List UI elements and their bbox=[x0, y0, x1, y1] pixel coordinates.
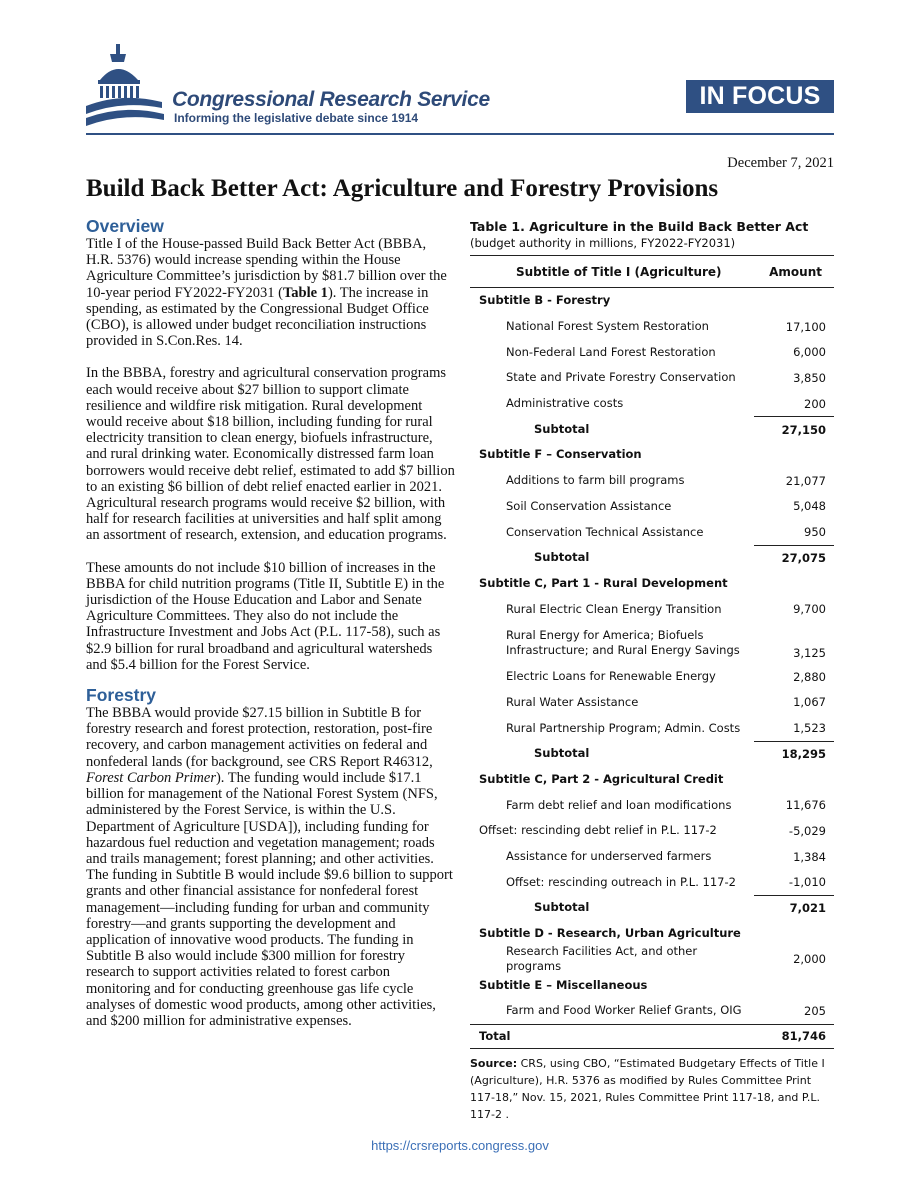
table-row bbox=[470, 844, 834, 870]
capitol-dome-logo bbox=[86, 40, 166, 128]
column-header-subtitle: Subtitle of Title I (Agriculture) bbox=[516, 264, 722, 279]
table-row bbox=[470, 622, 834, 664]
row-value: 27,150 bbox=[754, 416, 834, 442]
row-label: Administrative costs bbox=[506, 396, 624, 411]
row-label: State and Private Forestry Conservation bbox=[506, 370, 736, 385]
row-label: Rural Water Assistance bbox=[506, 694, 639, 709]
row-value: 205 bbox=[804, 1003, 826, 1018]
report-title-reference: Forest Carbon Primer bbox=[86, 769, 216, 786]
row-label: Electric Loans for Renewable Energy bbox=[506, 669, 716, 684]
overview-paragraph-3: These amounts do not include $10 billion of increases in the BBBA for child nutrition programs (Title II, Subtitle E) in the jurisdiction of the House Education and Labor and Senate Agriculture Committees. They also do not include the Infrastructure Investment and Jobs Act (P.L. 117-58), such as $2.9 billion for rural broadband and agricultural watersheds and $5.4 billion for the Forest Service. bbox=[86, 559, 445, 673]
row-label: Subtotal bbox=[534, 900, 590, 915]
table-row bbox=[470, 596, 834, 622]
row-label: Subtotal bbox=[534, 421, 590, 436]
table-row bbox=[470, 314, 834, 340]
body-left-column bbox=[86, 216, 456, 1029]
header-divider bbox=[86, 133, 834, 135]
table-row-offset bbox=[470, 818, 834, 844]
table-row bbox=[470, 690, 834, 716]
row-label: Subtotal bbox=[534, 746, 590, 761]
row-label: Rural Partnership Program; Admin. Costs bbox=[506, 720, 741, 735]
in-focus-badge: IN FOCUS bbox=[686, 80, 834, 113]
overview-heading: Overview bbox=[86, 216, 164, 236]
table-row-subtotal bbox=[470, 545, 834, 571]
table-row bbox=[470, 365, 834, 391]
table-row-section bbox=[470, 972, 834, 998]
row-label: Subtitle E – Miscellaneous bbox=[479, 977, 648, 992]
row-value: 27,075 bbox=[754, 545, 834, 571]
row-value: 1,067 bbox=[793, 695, 826, 710]
row-label: Conservation Technical Assistance bbox=[506, 524, 704, 539]
table-row bbox=[470, 944, 834, 974]
row-value: 7,021 bbox=[754, 895, 834, 921]
row-value: 9,700 bbox=[793, 602, 826, 617]
row-value: 950 bbox=[804, 525, 826, 540]
total-label: Total bbox=[479, 1028, 511, 1043]
table-row-section bbox=[470, 288, 834, 314]
row-label: Subtitle C, Part 2 - Agricultural Credit bbox=[479, 772, 724, 787]
table-row bbox=[470, 869, 834, 895]
forestry-p1-text-a: The BBBA would provide $27.15 billion in Subtitle B for forestry research and forest protection, restoration, post-fire recovery, and carbon management activities on federal and nonfederal lands (for background, see CRS Report R46312, bbox=[86, 705, 433, 770]
row-label: Subtitle F – Conservation bbox=[479, 447, 642, 462]
table-row-subtotal bbox=[470, 741, 834, 767]
row-label: Non-Federal Land Forest Restoration bbox=[506, 344, 716, 359]
overview-paragraph-2: In the BBBA, forestry and agricultural conservation programs each would receive about $27 billion to support climate resilience and wildfire risk mitigation. Rural development would receive about $18 billion, including funding for rural electricity transition to clean energy, biofuels infrastructure, and rural drinking water. Economically distressed farm loan borrowers would receive debt relief, estimated to add $7 billion to an existing $6 billion of debt relief enacted earlier in 2021. Agricultural research programs would receive $2 billion, with half for research facilities at universities and half split among an assortment of research, extension, and education programs. bbox=[86, 365, 455, 544]
row-value: 200 bbox=[804, 396, 826, 411]
row-label: Rural Electric Clean Energy Transition bbox=[506, 601, 722, 616]
row-label: Assistance for underserved farmers bbox=[506, 849, 712, 864]
table-row-total bbox=[470, 1024, 834, 1050]
table-row bbox=[470, 468, 834, 494]
row-value: 11,676 bbox=[785, 798, 826, 813]
overview-paragraph-1 bbox=[86, 236, 456, 349]
table-1-reference: Table 1 bbox=[282, 284, 328, 301]
row-value: 5,048 bbox=[793, 499, 826, 514]
footer-url-link[interactable]: https://crsreports.congress.gov bbox=[371, 1138, 549, 1153]
row-label bbox=[470, 628, 740, 658]
row-value: 1,384 bbox=[793, 849, 826, 864]
table-subtitle: (budget authority in millions, FY2022-FY2031) bbox=[470, 236, 736, 250]
table-row bbox=[470, 494, 834, 520]
table-row bbox=[470, 792, 834, 818]
document-title: Build Back Better Act: Agriculture and Forestry Provisions bbox=[86, 175, 719, 202]
table-row-section bbox=[470, 442, 834, 468]
row-value: 3,850 bbox=[793, 370, 826, 385]
row-label: Subtitle C, Part 1 - Rural Development bbox=[479, 575, 728, 590]
row-value: 3,125 bbox=[793, 645, 826, 660]
overview-p1-text-a: Title I of the House-passed Build Back Better Act (BBBA, H.R. 5376) would increase spending within the House Agriculture Committee’s jurisdiction by $81.7 billion over the 10-year period FY2022-FY2031 ( bbox=[86, 236, 447, 301]
table-row-section bbox=[470, 921, 834, 947]
table-title: Table 1. Agriculture in the Build Back Better Act bbox=[470, 219, 809, 234]
row-label: Subtitle B - Forestry bbox=[479, 293, 611, 308]
row-value: 1,523 bbox=[793, 721, 826, 736]
table-1-panel bbox=[470, 218, 834, 1123]
document-date: December 7, 2021 bbox=[727, 155, 834, 171]
row-label: Subtitle D - Research, Urban Agriculture bbox=[479, 926, 741, 941]
row-value: 21,077 bbox=[785, 473, 826, 488]
table-row bbox=[470, 998, 834, 1024]
table-source-note bbox=[470, 1055, 834, 1123]
forestry-paragraph-1 bbox=[86, 705, 456, 1029]
row-value: -5,029 bbox=[788, 823, 826, 838]
table-row bbox=[470, 339, 834, 365]
table-row bbox=[470, 715, 834, 741]
forestry-p1-text-b: ). The funding would include $17.1 billion for management of the National Forest System (NFS, administered by the Forest Service, is within the U.S. Department of Agriculture [USDA]), including funding for hazardous fuel reduction and vegetation management; roads and trails management; forest planning; and other activities. The funding in Subtitle B would include $9.6 billion to support grants and other financial assistance for nonfederal forest management—including funding for urban and community forestry—and grants supporting the development and application of innovative wood products. The funding in Subtitle B also would include $300 million for forestry research to support activities related to forest carbon monitoring and for conducting greenhouse gas life cycle analyses of domestic wood products, among other activities, and $200 million for administrative expenses. bbox=[86, 769, 453, 1029]
overview-p1-text-b: ). The increase in spending, as estimated by the Congressional Budget Office (CBO), is allowed under budget reconciliation instructions provided in S.Con.Res. 14. bbox=[86, 284, 429, 350]
row-value: 2,880 bbox=[793, 669, 826, 684]
row-value: 2,000 bbox=[793, 952, 826, 967]
row-value: 17,100 bbox=[785, 319, 826, 334]
table-row-section bbox=[470, 767, 834, 793]
row-label: Research Facilities Act, and other programs bbox=[506, 944, 698, 974]
row-value: -1,010 bbox=[788, 875, 826, 890]
forestry-heading: Forestry bbox=[86, 685, 157, 706]
table-row bbox=[470, 519, 834, 545]
source-text: CRS, using CBO, “Estimated Budgetary Effects of Title I (Agriculture), H.R. 5376 as modified by Rules Committee Print 117-18,” Nov. 15, 2021, Rules Committee Print 117-18, and P.L. 117-2 . bbox=[470, 1057, 825, 1122]
row-label: Subtotal bbox=[534, 550, 590, 565]
brand-name: Congressional Research Service bbox=[172, 88, 490, 111]
table-row bbox=[470, 391, 834, 417]
table-row-subtotal bbox=[470, 416, 834, 442]
row-label-line-2: Infrastructure; and Rural Energy Savings bbox=[506, 642, 740, 657]
source-label: Source: bbox=[470, 1057, 518, 1071]
brand-tagline: Informing the legislative debate since 1914 bbox=[174, 111, 419, 125]
column-header-amount: Amount bbox=[769, 264, 822, 279]
row-label: Farm debt relief and loan modifications bbox=[506, 797, 732, 812]
table-row bbox=[470, 664, 834, 690]
row-label-line-1: Rural Energy for America; Biofuels bbox=[506, 627, 704, 642]
table-header-row bbox=[470, 256, 834, 288]
row-label: Additions to farm bill programs bbox=[506, 473, 685, 488]
table-row-subtotal bbox=[470, 895, 834, 921]
row-label: Farm and Food Worker Relief Grants, OIG bbox=[506, 1003, 742, 1018]
page-header bbox=[86, 40, 834, 136]
budget-table bbox=[470, 255, 834, 1049]
row-label: Offset: rescinding debt relief in P.L. 117-2 bbox=[479, 823, 717, 838]
table-row-section bbox=[470, 571, 834, 597]
row-label: National Forest System Restoration bbox=[506, 319, 709, 334]
row-label: Soil Conservation Assistance bbox=[506, 498, 672, 513]
row-label: Offset: rescinding outreach in P.L. 117-2 bbox=[506, 874, 736, 889]
total-value: 81,746 bbox=[781, 1029, 826, 1044]
row-value: 18,295 bbox=[754, 741, 834, 767]
row-value: 6,000 bbox=[793, 345, 826, 360]
